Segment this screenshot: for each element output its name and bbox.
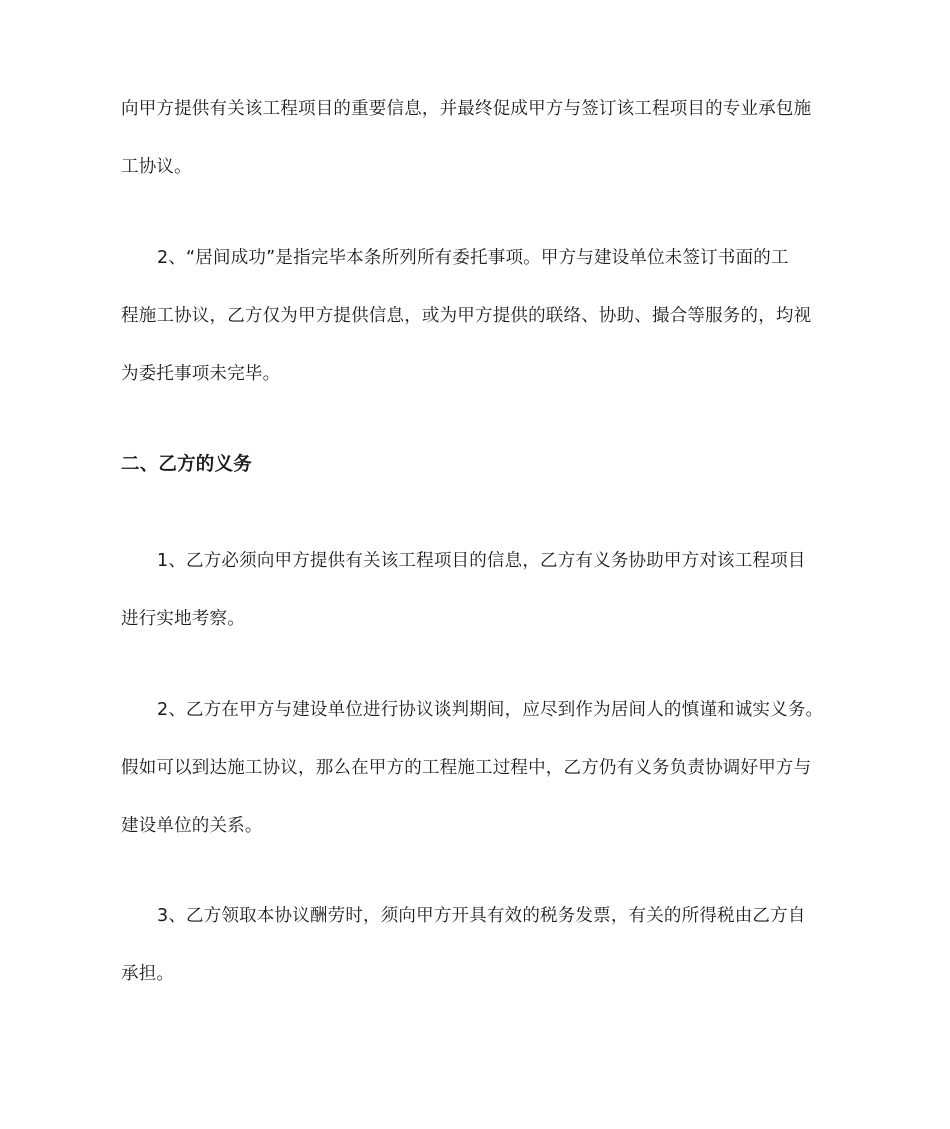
para-success-line-1: 2、“居间成功”是指完毕本条所列所有委托事项。甲方与建设单位未签订书面的工	[157, 248, 789, 268]
obligation-1-line-2: 进行实地考察。	[121, 609, 245, 629]
para-intro-line-1: 向甲方提供有关该工程项目的重要信息，并最终促成甲方与签订该工程项目的专业承包施	[121, 99, 812, 119]
obligation-3-line-2: 承担。	[121, 964, 175, 984]
obligation-1-line-1: 1、乙方必须向甲方提供有关该工程项目的信息，乙方有义务协助甲方对该工程项目	[157, 551, 806, 571]
obligation-2-line-2: 假如可以到达施工协议，那么在甲方的工程施工过程中，乙方仍有义务负责协调好甲方与	[121, 758, 812, 778]
para-success-line-2: 程施工协议，乙方仅为甲方提供信息，或为甲方提供的联络、协助、撮合等服务的，均视	[121, 306, 812, 326]
obligation-3-line-1: 3、乙方领取本协议酬劳时，须向甲方开具有效的税务发票，有关的所得税由乙方自	[157, 906, 806, 926]
section-heading: 二、乙方的义务	[121, 454, 252, 475]
obligation-2-line-3: 建设单位的关系。	[121, 816, 263, 836]
para-success-line-3: 为委托事项未完毕。	[121, 364, 281, 384]
obligation-2-line-1: 2、乙方在甲方与建设单位进行协议谈判期间，应尽到作为居间人的慎谨和诚实义务。	[157, 700, 824, 720]
para-intro-line-2: 工协议。	[121, 157, 192, 177]
